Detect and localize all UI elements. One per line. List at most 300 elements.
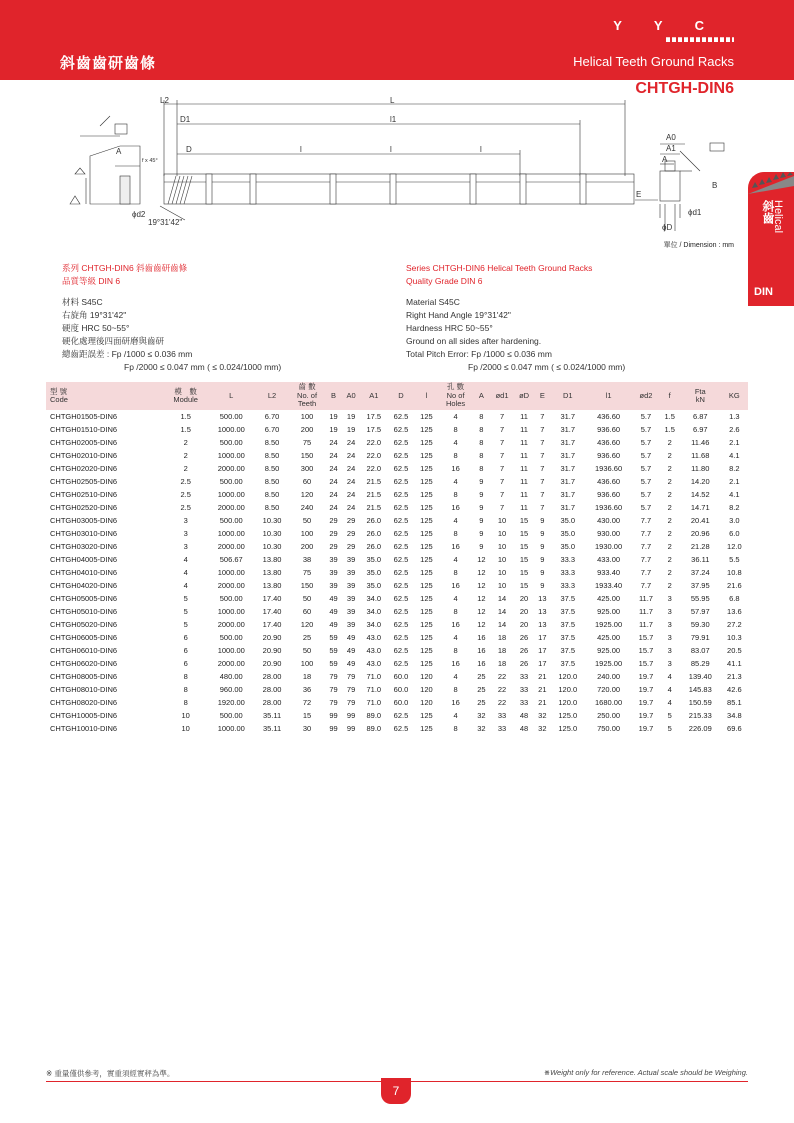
table-cell: 79 <box>346 698 356 707</box>
table-cell: 3 <box>667 594 672 603</box>
table-cell: 4 <box>453 672 458 681</box>
table-cell: 20.41 <box>690 516 710 525</box>
col-L2: L2 <box>255 382 289 410</box>
table-cell: 24 <box>329 477 338 486</box>
table-cell: 35.0 <box>560 516 576 525</box>
table-cell: 125 <box>420 646 433 655</box>
table-cell: CHTGH04010-DIN6 <box>50 568 118 577</box>
table-cell: CHTGH03005-DIN6 <box>50 516 118 525</box>
table-cell: 125 <box>420 412 433 421</box>
table-cell: 9 <box>479 490 484 499</box>
table-cell: 35.11 <box>262 711 282 720</box>
table-cell: 7.7 <box>640 581 652 590</box>
table-cell: 2 <box>183 438 188 447</box>
table-cell: 99 <box>329 711 338 720</box>
table-cell: 125 <box>420 581 433 590</box>
table-cell: 506.67 <box>219 555 243 564</box>
table-cell: 50 <box>302 516 312 525</box>
table-cell: 33.3 <box>560 555 576 564</box>
table-cell: CHTGH02010-DIN6 <box>50 451 118 460</box>
table-cell: 2 <box>667 542 672 551</box>
table-cell: 22 <box>497 685 507 694</box>
table-cell: 11 <box>520 451 528 460</box>
table-cell: 8.50 <box>264 490 280 499</box>
side-tab-en: Helical <box>772 200 784 234</box>
table-cell: 5.7 <box>640 490 652 499</box>
table-row <box>46 566 748 579</box>
table-cell: 24 <box>346 490 356 499</box>
table-cell: CHTGH10005-DIN6 <box>50 711 118 720</box>
table-cell: 240.00 <box>597 672 621 681</box>
table-cell: 49 <box>329 620 338 629</box>
table-cell: 62.5 <box>393 620 409 629</box>
table-cell: 150 <box>300 581 314 590</box>
table-cell: 79 <box>329 685 338 694</box>
drawing-label-L: L <box>390 96 395 105</box>
table-cell: 13.6 <box>727 607 742 616</box>
table-cell: 30 <box>302 724 312 733</box>
table-cell: CHTGH08020-DIN6 <box>50 698 118 707</box>
table-cell: 12 <box>477 620 486 629</box>
table-row <box>46 462 748 475</box>
table-cell: 2 <box>667 438 672 447</box>
table-cell: 10.3 <box>727 633 742 642</box>
table-cell: 33.3 <box>560 581 576 590</box>
table-cell: 120.0 <box>558 672 578 681</box>
table-cell: 2000.00 <box>217 464 245 473</box>
table-cell: 7 <box>540 425 545 434</box>
table-cell: 7 <box>540 464 545 473</box>
table-cell: 3 <box>183 516 188 525</box>
table-cell: 7.7 <box>640 555 652 564</box>
table-cell: 125 <box>420 568 433 577</box>
series-zh: 系列 CHTGH-DIN6 斜齒齒研齒條 <box>62 263 188 273</box>
table-cell: 8 <box>453 529 458 538</box>
table-cell: 9 <box>479 542 484 551</box>
rack-end-view <box>635 143 724 231</box>
spec-table <box>46 382 748 735</box>
table-cell: 120 <box>420 698 433 707</box>
table-cell: 145.83 <box>688 685 712 694</box>
table-cell: 2.5 <box>180 503 191 512</box>
table-cell: 15 <box>519 568 529 577</box>
table-cell: 8 <box>453 490 458 499</box>
table-cell: 37.5 <box>560 594 576 603</box>
table-cell: 500.00 <box>219 633 243 642</box>
table-cell: 436.60 <box>597 477 621 486</box>
table-cell: 12 <box>477 594 486 603</box>
table-cell: 79 <box>329 672 338 681</box>
table-cell: 5.7 <box>640 503 652 512</box>
table-cell: 20.96 <box>690 529 710 538</box>
header-bar <box>0 0 794 80</box>
table-cell: 20.90 <box>262 646 282 655</box>
table-cell: 8 <box>479 451 484 460</box>
table-cell: 2 <box>183 464 188 473</box>
drawing-label-D: D <box>186 145 192 154</box>
table-cell: 16 <box>477 659 486 668</box>
table-cell: 9 <box>540 568 545 577</box>
table-cell: 19 <box>329 425 338 434</box>
table-cell: 8 <box>453 425 458 434</box>
table-cell: 32 <box>538 724 547 733</box>
table-cell: 8 <box>479 412 484 421</box>
table-cell: 4 <box>453 633 458 642</box>
table-cell: 6 <box>183 633 188 642</box>
table-cell: 4 <box>183 581 188 590</box>
table-cell: 10 <box>497 581 507 590</box>
table-cell: 16 <box>451 542 460 551</box>
col-kg: KG <box>721 382 748 410</box>
table-cell: 20 <box>519 607 529 616</box>
table-cell: 7.7 <box>640 529 652 538</box>
table-cell: 33 <box>519 698 529 707</box>
table-cell: 5 <box>183 620 188 629</box>
table-cell: CHTGH06020-DIN6 <box>50 659 118 668</box>
table-cell: 433.00 <box>597 555 621 564</box>
table-cell: 69.6 <box>727 724 742 733</box>
table-cell: 436.60 <box>597 412 621 421</box>
table-cell: 125 <box>420 633 433 642</box>
table-cell: 1000.00 <box>217 724 245 733</box>
table-cell: 120 <box>420 672 433 681</box>
table-cell: 26.0 <box>366 516 382 525</box>
table-cell: 125 <box>420 529 433 538</box>
table-cell: 3.0 <box>729 516 740 525</box>
table-cell: 28.00 <box>262 698 282 707</box>
table-cell: 24 <box>329 451 338 460</box>
table-cell: 22.0 <box>366 451 382 460</box>
table-row <box>46 618 748 631</box>
table-cell: 1000.00 <box>217 568 245 577</box>
table-row <box>46 410 748 423</box>
table-cell: 22.0 <box>366 438 382 447</box>
table-cell: 36.11 <box>691 555 710 564</box>
table-cell: 2000.00 <box>217 659 245 668</box>
table-cell: 8 <box>479 464 484 473</box>
table-cell: 32 <box>538 711 547 720</box>
table-cell: 3 <box>667 633 672 642</box>
table-cell: 7 <box>499 477 505 486</box>
table-cell: 150.59 <box>688 698 712 707</box>
table-cell: 89.0 <box>366 711 382 720</box>
table-cell: 59 <box>329 646 338 655</box>
table-cell: 125 <box>420 607 433 616</box>
table-cell: 62.5 <box>393 477 409 486</box>
table-cell: 62.5 <box>393 711 409 720</box>
table-cell: 32 <box>477 711 486 720</box>
table-cell: 55.95 <box>690 594 710 603</box>
table-cell: 43.0 <box>366 659 382 668</box>
table-cell: 2 <box>667 516 672 525</box>
drawing-label-A0: A0 <box>666 133 676 142</box>
table-cell: CHTGH04005-DIN6 <box>50 555 118 564</box>
table-cell: 4.1 <box>729 451 740 460</box>
table-cell: 4 <box>667 698 672 707</box>
table-row <box>46 605 748 618</box>
table-cell: 60.0 <box>393 672 409 681</box>
table-cell: 2 <box>667 490 672 499</box>
table-cell: 1000.00 <box>217 607 245 616</box>
table-cell: 1000.00 <box>217 451 245 460</box>
table-cell: 5.7 <box>640 464 652 473</box>
table-row <box>46 501 748 514</box>
table-cell: 425.00 <box>597 594 621 603</box>
drawing-label-A-left: A <box>116 147 122 156</box>
table-cell: 480.00 <box>219 672 243 681</box>
table-cell: 19 <box>346 412 356 421</box>
table-cell: 13.80 <box>262 555 282 564</box>
table-cell: 4 <box>453 438 458 447</box>
table-cell: 17 <box>538 646 547 655</box>
spec-table-body <box>46 410 748 735</box>
table-cell: 16 <box>477 633 486 642</box>
table-cell: CHTGH02505-DIN6 <box>50 477 118 486</box>
table-cell: 11.68 <box>691 451 710 460</box>
table-cell: 8.2 <box>729 503 740 512</box>
table-cell: 1.5 <box>180 425 191 434</box>
table-cell: 38 <box>302 555 312 564</box>
table-header-row <box>46 382 748 410</box>
col-A: A <box>473 382 490 410</box>
table-cell: 936.60 <box>597 490 621 499</box>
table-cell: 13 <box>538 594 547 603</box>
table-cell: 7 <box>540 412 545 421</box>
dimension-note: 單位 / Dimension : mm <box>663 242 734 249</box>
table-cell: 39 <box>346 568 356 577</box>
table-cell: 2000.00 <box>217 581 245 590</box>
table-cell: 37.5 <box>560 633 576 642</box>
grade-en: Quality Grade DIN 6 <box>406 276 483 286</box>
table-cell: 500.00 <box>219 412 243 421</box>
table-cell: 5 <box>183 607 188 616</box>
table-cell: 85.29 <box>690 659 710 668</box>
table-row <box>46 475 748 488</box>
col-D: D <box>387 382 414 410</box>
col-fta: Fta kN <box>680 382 721 410</box>
table-cell: 21.5 <box>366 503 382 512</box>
table-cell: 21.6 <box>727 581 742 590</box>
table-cell: 8.50 <box>264 477 280 486</box>
table-cell: 21.5 <box>366 477 382 486</box>
table-cell: 24 <box>346 477 356 486</box>
table-cell: 150 <box>300 451 314 460</box>
table-cell: 31.7 <box>560 412 576 421</box>
table-cell: 933.40 <box>597 568 621 577</box>
table-cell: 936.60 <box>597 451 621 460</box>
table-cell: 100 <box>300 412 314 421</box>
table-cell: 34.0 <box>366 620 382 629</box>
table-cell: 21.3 <box>727 672 742 681</box>
drawing-label-A: A <box>662 155 668 164</box>
table-cell: 125 <box>420 594 433 603</box>
table-row <box>46 488 748 501</box>
table-cell: 9 <box>540 529 545 538</box>
table-cell: 7 <box>540 451 545 460</box>
table-row <box>46 423 748 436</box>
table-cell: 15 <box>519 555 529 564</box>
table-cell: 925.00 <box>597 607 621 616</box>
table-cell: 31.7 <box>560 451 576 460</box>
table-cell: 57.97 <box>690 607 710 616</box>
table-cell: 226.09 <box>688 724 712 733</box>
table-cell: 21 <box>538 698 547 707</box>
table-cell: 31.7 <box>560 503 576 512</box>
table-cell: 21 <box>538 685 547 694</box>
table-cell: 33 <box>497 724 507 733</box>
table-cell: 26 <box>519 633 529 642</box>
table-cell: 125 <box>420 477 433 486</box>
table-cell: 15 <box>519 529 529 538</box>
table-cell: 7 <box>499 451 505 460</box>
col-l1: l1 <box>585 382 633 410</box>
table-cell: 33 <box>519 672 529 681</box>
table-cell: 20.5 <box>727 646 742 655</box>
table-cell: 6 <box>183 646 188 655</box>
table-cell: 14.20 <box>690 477 710 486</box>
table-cell: 14.71 <box>690 503 710 512</box>
process-zh: 硬化處理後四面研磨與齒研 <box>62 336 165 346</box>
table-cell: 3 <box>667 607 672 616</box>
table-cell: 72 <box>302 698 312 707</box>
page-title-en: Helical Teeth Ground Racks <box>573 54 734 69</box>
table-cell: 18 <box>497 646 507 655</box>
table-cell: 8 <box>453 568 458 577</box>
table-cell: 11 <box>520 477 528 486</box>
table-cell: 7 <box>540 477 545 486</box>
table-cell: 62.5 <box>393 529 409 538</box>
table-cell: 8.2 <box>729 464 740 473</box>
table-cell: 2000.00 <box>217 620 245 629</box>
table-cell: 10.8 <box>727 568 742 577</box>
table-cell: 19.7 <box>638 711 654 720</box>
table-cell: 125.0 <box>558 724 578 733</box>
table-cell: 125 <box>420 724 433 733</box>
table-cell: 240 <box>300 503 314 512</box>
table-cell: 2 <box>667 503 672 512</box>
table-cell: 3 <box>667 659 672 668</box>
table-cell: 33.3 <box>560 568 576 577</box>
table-cell: 120 <box>300 490 314 499</box>
col-l: l <box>415 382 439 410</box>
col-E: E <box>534 382 551 410</box>
table-cell: 4.1 <box>729 490 740 499</box>
process-en: Ground on all sides after hardening. <box>406 336 542 346</box>
table-cell: 16 <box>451 620 460 629</box>
table-cell: 22.0 <box>366 464 382 473</box>
table-cell: 48 <box>519 711 529 720</box>
table-cell: 15.7 <box>638 633 654 642</box>
table-cell: 4 <box>453 412 458 421</box>
table-cell: 48 <box>519 724 529 733</box>
angle-zh: 右旋角 19°31'42" <box>62 310 127 320</box>
table-cell: 21.5 <box>366 490 382 499</box>
table-cell: 2000.00 <box>217 503 245 512</box>
table-cell: 7 <box>499 490 505 499</box>
table-cell: CHTGH02510-DIN6 <box>50 490 118 499</box>
table-cell: 25 <box>477 672 486 681</box>
table-cell: 99 <box>346 724 356 733</box>
table-cell: 14 <box>497 607 507 616</box>
table-cell: CHTGH05010-DIN6 <box>50 607 118 616</box>
table-cell: 125 <box>420 490 433 499</box>
table-cell: 31.7 <box>560 438 576 447</box>
table-cell: 15 <box>519 581 529 590</box>
table-cell: CHTGH02020-DIN6 <box>50 464 118 473</box>
table-cell: 12.0 <box>727 542 742 551</box>
table-cell: 11 <box>520 503 528 512</box>
info-block-zh <box>62 262 392 374</box>
table-cell: 1680.00 <box>595 698 623 707</box>
table-cell: 16 <box>477 646 486 655</box>
table-cell: 125 <box>420 451 433 460</box>
table-cell: 12 <box>477 607 486 616</box>
table-cell: 9 <box>540 516 545 525</box>
table-cell: 60.0 <box>393 698 409 707</box>
table-cell: 5.7 <box>640 425 652 434</box>
drawing-label-d2: ϕd2 <box>132 210 146 219</box>
table-cell: 26 <box>519 646 529 655</box>
table-cell: 16 <box>451 659 460 668</box>
table-cell: 436.60 <box>597 438 621 447</box>
table-cell: CHTGH03010-DIN6 <box>50 529 118 538</box>
table-cell: 17.5 <box>366 425 382 434</box>
table-cell: 16 <box>451 581 460 590</box>
table-cell: 8.50 <box>264 464 280 473</box>
table-cell: 99 <box>329 724 338 733</box>
table-cell: 125 <box>420 620 433 629</box>
table-cell: 930.00 <box>597 529 621 538</box>
table-cell: 62.5 <box>393 516 409 525</box>
table-row <box>46 449 748 462</box>
table-cell: 26.0 <box>366 542 382 551</box>
side-rack-icon <box>748 172 794 194</box>
table-cell: 936.60 <box>597 425 621 434</box>
table-cell: 120.0 <box>558 698 578 707</box>
table-cell: 120.0 <box>558 685 578 694</box>
table-cell: 14.52 <box>690 490 710 499</box>
table-cell: 37.95 <box>690 581 710 590</box>
table-cell: 9 <box>479 503 484 512</box>
pitch2-zh: Fp /2000 ≤ 0.047 mm ( ≤ 0.024/1000 mm) <box>124 362 282 372</box>
table-cell: 1000.00 <box>217 529 245 538</box>
table-cell: 39 <box>329 581 338 590</box>
table-cell: 17.40 <box>262 620 282 629</box>
table-cell: 1.5 <box>664 425 675 434</box>
table-cell: 215.33 <box>688 711 712 720</box>
drawing-label-l1: l1 <box>390 115 397 124</box>
drawing-label-L2: L2 <box>160 96 169 105</box>
table-cell: 25 <box>477 685 486 694</box>
table-cell: 11.7 <box>638 620 653 629</box>
drawing-label-l-2: l <box>390 145 392 154</box>
table-cell: 1000.00 <box>217 425 245 434</box>
material-zh: 材料 S45C <box>62 297 103 307</box>
table-cell: 125 <box>420 438 433 447</box>
table-cell: 10 <box>497 568 507 577</box>
table-cell: 39 <box>329 568 338 577</box>
table-cell: 200 <box>300 542 314 551</box>
table-cell: 6.0 <box>729 529 740 538</box>
table-row <box>46 436 748 449</box>
table-cell: 99 <box>346 711 356 720</box>
table-cell: 29 <box>346 542 356 551</box>
rack-front-view <box>160 100 634 220</box>
technical-drawing <box>60 96 740 246</box>
table-cell: 9 <box>479 529 484 538</box>
table-cell: 35.11 <box>262 724 282 733</box>
table-cell: 8 <box>183 685 188 694</box>
